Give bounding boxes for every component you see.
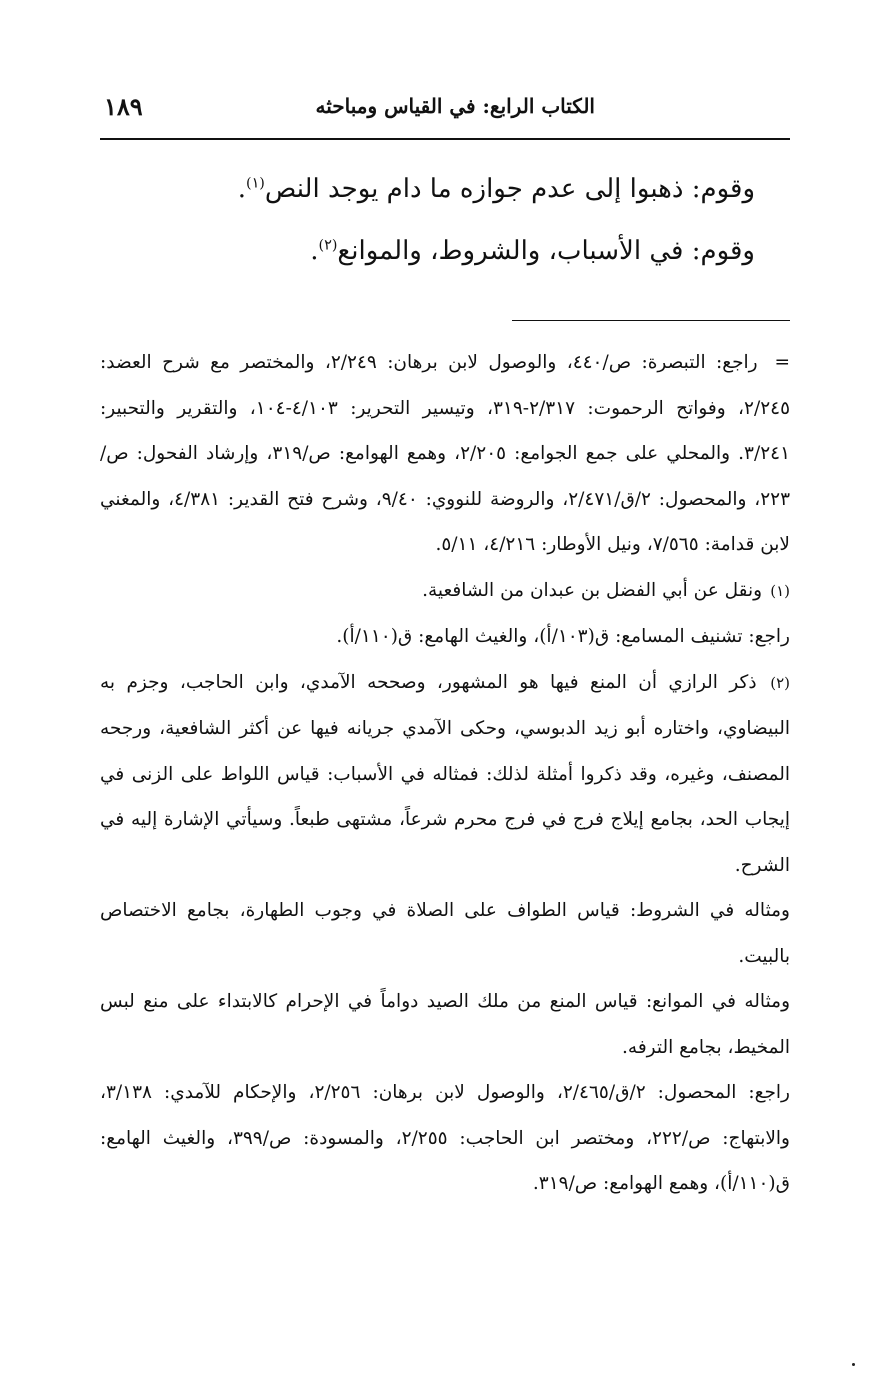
footnote-paragraph: راجع: تشنيف المسامع: ق(١٠٣/أ)، والغيث الهامع: ق(١١٠/أ). bbox=[336, 626, 790, 647]
footnote-ref: (١) bbox=[246, 175, 265, 192]
footnote-marker: (١) bbox=[770, 581, 790, 600]
running-header-title: الكتاب الرابع: في القياس ومباحثه bbox=[315, 94, 595, 118]
footnote-separator bbox=[512, 320, 790, 321]
footnote-continuation: = راجع: التبصرة: ص/٤٤٠، والوصول لابن برهان: ٢/٢٤٩، والمختصر مع شرح العضد: ٢/٢٤٥، وفواتح الرحموت: ٢/٣١٧-٣١٩، وتيسير التحرير: ٤/١٠٣-١٠٤، والتقرير والتحبير: ٣/٢٤١. والمحلي على جمع الجوامع: ٢/٢٠٥، وهمع الهوامع: ص/٣١٩، وإرشاد الفحول: ص/٢٢٣، والمحصول: ٢/ق/٢/٤٧١، والروضة للنووي: ٩/٤٠، وشرح فتح القدير: ٤/٣٨١، والمغني لابن قدامة: ٧/٥٦٥، ونيل الأوطار: ٤/٢١٦، ٥/١١. bbox=[100, 340, 790, 568]
scan-speck bbox=[852, 1363, 855, 1366]
main-line: وقوم: ذهبوا إلى عدم جوازه ما دام يوجد النص$^{(١)}$. bbox=[237, 174, 755, 204]
footnote-2: (٢) ذكر الرازي أن المنع فيها هو المشهور، وصححه الآمدي، وابن الحاجب، وجزم به البيضاوي، واختاره أبو زيد الدبوسي، وحكى الآمدي جريانه فيها عن أكثر الشافعية، ورجحه المصنف، وغيره، وقد ذكروا أمثلة لذلك: فمثاله في الأسباب: قياس اللواط على الزنى في إيجاب الحد، بجامع إيلاج فرج في فرج محرم شرعاً، مشتهى طبعاً. وسيأتي الإشارة إليه في الشرح. bbox=[100, 660, 790, 889]
running-header bbox=[100, 92, 790, 130]
page-number: ١٨٩ bbox=[104, 92, 143, 121]
footnote-1: (١) ونقل عن أبي الفضل بن عبدان من الشافعية. bbox=[100, 568, 790, 615]
main-text bbox=[100, 158, 755, 282]
footnotes bbox=[100, 340, 790, 1207]
footnote-ref: (٢) bbox=[318, 237, 338, 254]
footnote-paragraph: راجع: المحصول: ٢/ق/٢/٤٦٥، والوصول لابن برهان: ٢/٢٥٦، والإحكام للآمدي: ٣/١٣٨، والابتهاج: ص/٢٢٢، ومختصر ابن الحاجب: ٢/٢٥٥، والمسودة: ص/٣٩٩، والغيث الهامع: ق(١١٠/أ)، وهمع الهوامع: ص/٣١٩. bbox=[100, 1082, 790, 1194]
main-line: وقوم: في الأسباب، والشروط، والموانع$^{(٢)}$. bbox=[310, 236, 755, 266]
footnote-marker: (٢) bbox=[770, 673, 790, 692]
header-rule bbox=[100, 138, 790, 140]
continuation-marker: = bbox=[774, 352, 790, 373]
footnote-paragraph: ومثاله في الموانع: قياس المنع من ملك الصيد دواماً في الإحرام كالابتداء على منع لبس المخيط، بجامع الترفه. bbox=[100, 991, 790, 1058]
footnote-paragraph: ومثاله في الشروط: قياس الطواف على الصلاة في وجوب الطهارة، بجامع الاختصاص بالبيت. bbox=[100, 900, 790, 967]
